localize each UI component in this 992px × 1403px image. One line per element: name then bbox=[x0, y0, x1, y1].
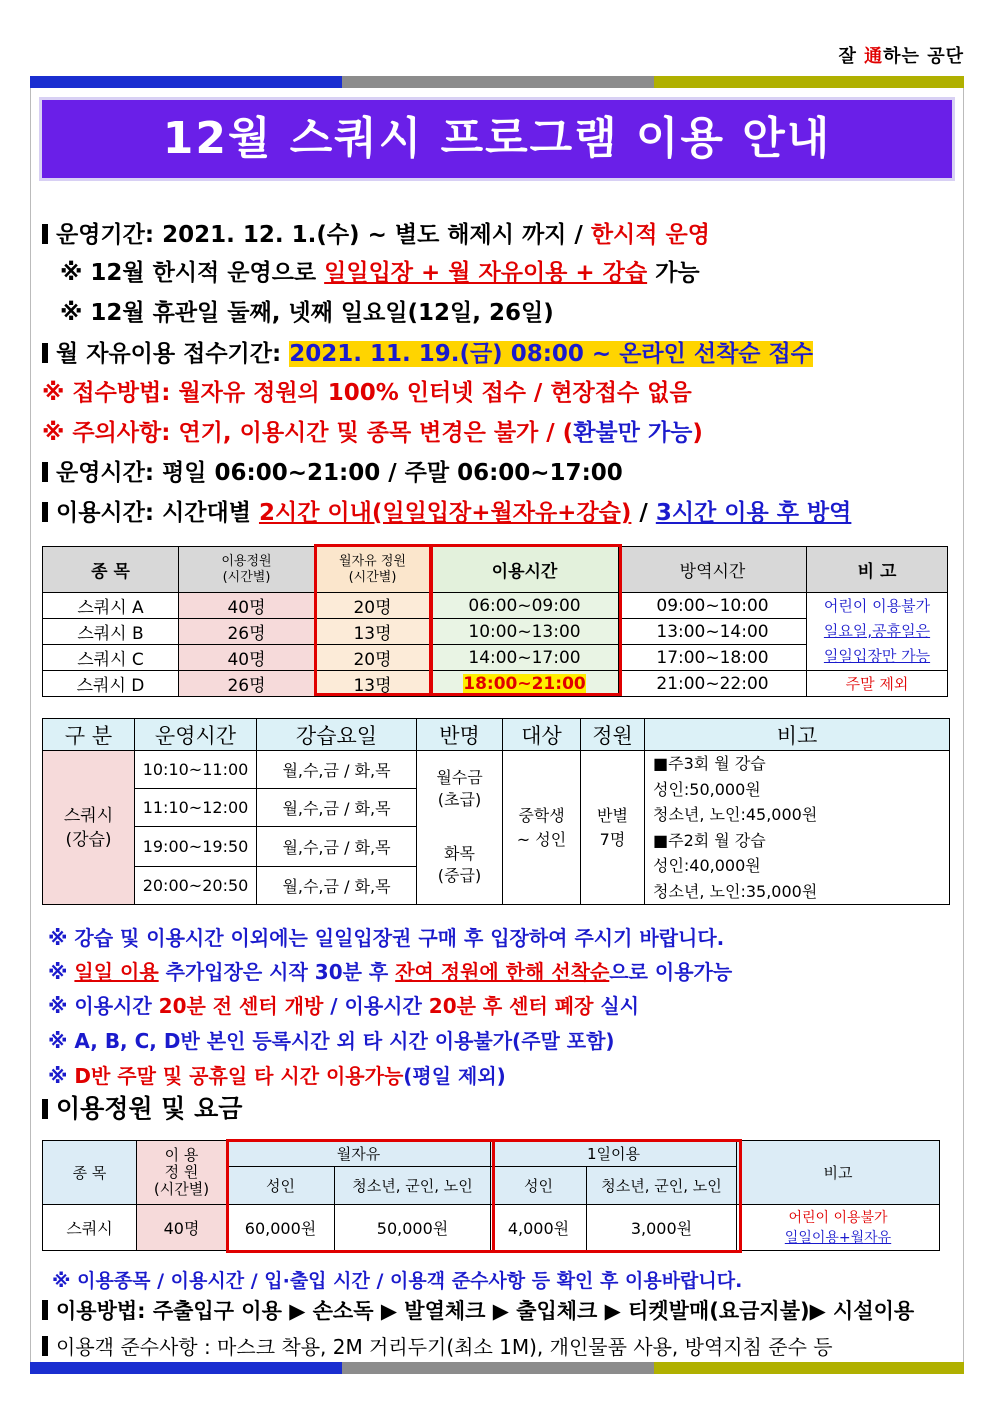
bullet-bar-icon bbox=[42, 1336, 48, 1356]
col-daily: 1일이용 bbox=[491, 1141, 737, 1167]
note-5: ※ D반 주말 및 공휴일 타 시간 이용가능(평일 제외) bbox=[48, 1064, 506, 1088]
target-cell: 중학생 ~ 성인 bbox=[503, 751, 581, 905]
table-row: 스쿼시 40명 60,000원 50,000원 4,000원 3,000원 어린이 이용불가 일일이용+월자유 bbox=[43, 1205, 940, 1251]
slogan-pre: 잘 bbox=[838, 46, 865, 67]
col-class: 반명 bbox=[417, 719, 503, 751]
col-capacity: 이 용 정 원 (시간별) bbox=[137, 1141, 227, 1205]
lesson-table bbox=[42, 718, 950, 905]
class-cell-1: 월수금 (초급) bbox=[417, 751, 503, 827]
bullet-bar-icon bbox=[42, 343, 48, 363]
registration-method: ※ 접수방법: 월자유 정원의 100% 인터넷 접수 / 현장접수 없음 bbox=[42, 380, 692, 406]
slogan-highlight: 通 bbox=[864, 46, 884, 67]
user-rules: 이용객 준수사항 : 마스크 착용, 2M 거리두기(최소 1M), 개인물품 사용, 방역지침 준수 등 bbox=[42, 1332, 833, 1362]
registration-period: 월 자유이용 접수기간: 2021. 11. 19.(금) 08:00 ~ 온라인 선착순 접수 bbox=[42, 339, 813, 369]
note-2: ※ 일일 이용 추가입장은 시작 30분 후 잔여 정원에 한해 선착순으로 이용가능 bbox=[48, 960, 733, 984]
col-capacity: 정원 bbox=[581, 719, 645, 751]
bullet-bar-icon bbox=[42, 502, 48, 522]
usage-time: 이용시간: 시간대별 2시간 이내(일일입장+월자유+강습) / 3시간 이용 후 방역 bbox=[42, 498, 851, 528]
col-time: 운영시간 bbox=[135, 719, 257, 751]
caution: ※ 주의사항: 연기, 이용시간 및 종목 변경은 불가 / (환불만 가능) bbox=[42, 420, 703, 446]
usage-method: 이용방법: 주출입구 이용 ▶ 손소독 ▶ 발열체크 ▶ 출입체크 ▶ 티켓발매(요금지불)▶ 시설이용 bbox=[42, 1296, 914, 1326]
footer-notice: ※ 이용종목 / 이용시간 / 입·출입 시간 / 이용객 준수사항 등 확인 후 이용바랍니다. bbox=[52, 1270, 743, 1292]
remarks-cell: ■주3회 월 강습 성인:50,000원 청소년, 노인:45,000원 ■주2회 월 강습 성인:40,000원 청소년, 노인:35,000원 bbox=[645, 751, 950, 905]
highlight-box-daily-fee bbox=[492, 1139, 742, 1253]
col-sport: 종 목 bbox=[43, 547, 179, 593]
slogan bbox=[839, 42, 964, 68]
note-3: ※ 이용시간 20분 전 센터 개방 / 이용시간 20분 후 센터 폐장 실시 bbox=[48, 994, 640, 1018]
category-cell: 스쿼시 (강습) bbox=[43, 751, 135, 905]
col-remarks: 비 고 bbox=[807, 547, 948, 593]
highlight-box-monthly bbox=[314, 544, 432, 696]
table-row: 스쿼시 A 40명 20명 06:00~09:00 09:00~10:00 어린이 이용불가 일요일,공휴일은 일일입장만 가능 bbox=[43, 593, 948, 619]
section-pricing: 이용정원 및 요금 bbox=[42, 1094, 242, 1124]
col-usage-time: 이용시간 bbox=[431, 547, 619, 593]
col-capacity: 이용정원 (시간별) bbox=[179, 547, 315, 593]
col-monthly-capacity: 월자유 정원 (시간별) bbox=[315, 547, 431, 593]
col-days: 강습요일 bbox=[257, 719, 417, 751]
operation-period: 운영기간: 2021. 12. 1.(수) ~ 별도 해제시 까지 / 한시적 운영 bbox=[42, 220, 710, 250]
col-remarks: 비고 bbox=[737, 1141, 940, 1205]
note-1: ※ 강습 및 이용시간 이외에는 일일입장권 구매 후 입장하여 주시기 바랍니다. bbox=[48, 926, 725, 950]
col-sport: 종 목 bbox=[43, 1141, 137, 1205]
table-row: 19:00~19:50 월,수,금 / 화,목 화목 (중급) bbox=[43, 827, 950, 867]
bottom-color-bar bbox=[30, 1362, 964, 1374]
col-category: 구 분 bbox=[43, 719, 135, 751]
page-title: 12월 스쿼시 프로그램 이용 안내 bbox=[42, 100, 952, 178]
col-target: 대상 bbox=[503, 719, 581, 751]
bullet-bar-icon bbox=[42, 224, 48, 244]
pricing-table: 종 목 이 용 정 원 (시간별) 월자유 1일이용 비고 성인 청소년, 군인, 노인 성인 청소년, 군인, 노인 스쿼시 40명 60,000원 50,000원 4,000원 3,000원 어린이 이용불가 일일이용+월자유 bbox=[42, 1140, 940, 1251]
bullet-bar-icon bbox=[42, 1300, 48, 1320]
col-disinfect: 방역시간 bbox=[619, 547, 807, 593]
top-color-bar bbox=[30, 76, 964, 88]
highlight-time: 18:00~21:00 bbox=[431, 671, 619, 697]
col-monthly: 월자유 bbox=[227, 1141, 491, 1167]
note-4: ※ A, B, C, D반 본인 등록시간 외 타 시간 이용불가(주말 포함) bbox=[48, 1029, 615, 1053]
table-row: 스쿼시 B 26명 13명 10:00~13:00 13:00~14:00 bbox=[43, 619, 948, 645]
class-cell-2: 화목 (중급) bbox=[417, 827, 503, 905]
table-row: 20:00~20:50 월,수,금 / 화,목 bbox=[43, 867, 950, 905]
remarks-cell: 어린이 이용불가 일일이용+월자유 bbox=[737, 1205, 940, 1251]
table-row: 스쿼시 D 26명 13명 18:00~21:00 21:00~22:00 주말 제외 bbox=[43, 671, 948, 697]
slogan-post: 하는 공단 bbox=[883, 46, 964, 67]
capacity-cell: 반별 7명 bbox=[581, 751, 645, 905]
operation-note: ※ 12월 한시적 운영으로 일일입장 + 월 자유이용 + 강습 가능 bbox=[60, 260, 700, 286]
bullet-bar-icon bbox=[42, 1099, 48, 1119]
remarks-cell: 어린이 이용불가 일요일,공휴일은 일일입장만 가능 bbox=[807, 593, 948, 671]
table-row: 스쿼시 (강습) 10:10~11:00 월,수,금 / 화,목 월수금 (초급) 중학생 ~ 성인 반별 7명 ■주3회 월 강습 성인:50,000원 청소년, 노인:45,000원 ■주2회 월 강습 성인:40,000원 청소년, 노인:35,000원 bbox=[43, 751, 950, 789]
col-remarks: 비고 bbox=[645, 719, 950, 751]
closed-days: ※ 12월 휴관일 둘째, 넷째 일요일(12일, 26일) bbox=[60, 300, 554, 326]
operating-hours: 운영시간: 평일 06:00~21:00 / 주말 06:00~17:00 bbox=[42, 458, 623, 488]
highlight-box-monthly-fee bbox=[226, 1139, 495, 1253]
table-row: 스쿼시 C 40명 20명 14:00~17:00 17:00~18:00 bbox=[43, 645, 948, 671]
highlight-box-time bbox=[430, 544, 622, 696]
table-row: 11:10~12:00 월,수,금 / 화,목 bbox=[43, 789, 950, 827]
bullet-bar-icon bbox=[42, 462, 48, 482]
